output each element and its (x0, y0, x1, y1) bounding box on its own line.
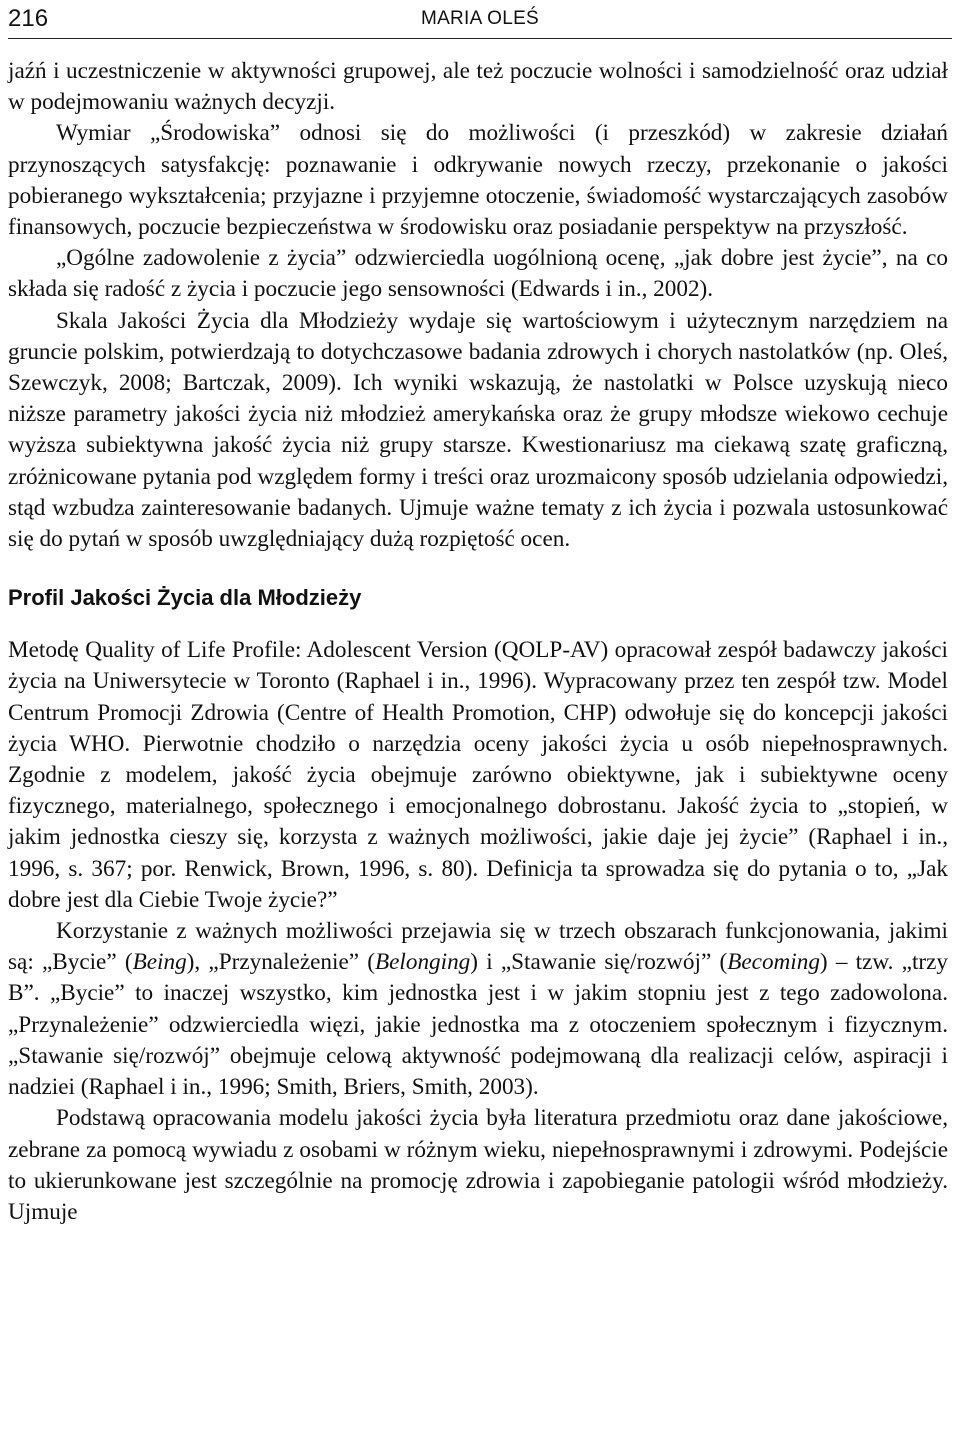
paragraph-environment: Wymiar „Środowiska” odnosi się do możliwości (i przeszkód) w zakresie działań przynoszących satysfakcję: poznawanie i odkrywanie nowych rzeczy, przekonanie o jakości pobieranego wykształcenia; przyjazne i przyjemne otoczenie, świadomość wystarczających zasobów finansowych, poczucie bezpieczeństwa w środowisku oraz posiadanie perspektyw na przyszłość. (8, 120, 948, 241)
paragraph-three-b (8, 916, 948, 1103)
paragraph-1: jaźń i uczestniczenie w aktywności grupowej, ale też poczucie wolności i samodzielność oraz udział w podejmowaniu ważnych decyzji. (8, 58, 948, 116)
paragraph-life-satisfaction: „Ogólne zadowolenie z życia” odzwierciedla uogólnioną ocenę, „jak dobre jest życie”, na co składa się radość z życia i poczucie jego sensowności (Edwards i in., 2002). (8, 245, 948, 303)
term-belonging: Belonging (374, 949, 471, 976)
text-segment: ) i „Stawanie się/rozwój” ( (470, 949, 728, 976)
text-segment: Korzystanie z ważnych możliwości przejawia się w trzech obszarach funkcjonowania, jakimi są: „Bycie” ( (8, 918, 948, 976)
text-segment: ) – tzw. „trzy B”. „Bycie” to inaczej wszystko, kim jednostka jest i w jakim stopniu jest z tego zadowolona. „Przynależenie” odzwierciedla więzi, jakie jednostka ma z otoczeniem społecznym i fizycznym. „Stawanie się/rozwój” obejmuje celową aktywność podejmowaną dla realizacji celów, aspiracji i nadziei (Raphael i in., 1996; Smith, Briers, Smith, 2003). (8, 949, 948, 1101)
page-header (8, 0, 952, 39)
page-number: 216 (8, 5, 49, 32)
running-head-author: MARIA OLEŚ (420, 8, 540, 29)
text-segment: ), „Przynależenie” ( (186, 949, 375, 976)
section-heading: Profil Jakości Życia dla Młodzieży (8, 585, 362, 611)
paragraph-model-basis: Podstawą opracowania modelu jakości życia była literatura przedmiotu oraz dane jakościowe, zebrane za pomocą wywiadu z osobami w różnym wieku, niepełnosprawnymi i zdrowymi. Podejście to ukierunkowane jest szczególnie na promocję zdrowia i zapobieganie patologii wśród młodzieży. Ujmuje (8, 1105, 948, 1225)
page-body (8, 56, 948, 1228)
paragraph-scale-evaluation: Skala Jakości Życia dla Młodzieży wydaje się wartościowym i użytecznym narzędziem na gruncie polskim, potwierdzają to dotychczasowe badania zdrowych i chorych nastolatków (np. Oleś, Szewczyk, 2008; Bartczak, 2009). Ich wyniki wskazują, że nastolatki w Polsce uzyskują nieco niższe parametry jakości życia niż młodzież amerykańska oraz że grupy młodsze wiekowo cechuje wyższa subiektywna jakość życia niż grupy starsze. Kwestionariusz ma ciekawą szatę graficzną, zróżnicowane pytania pod względem formy i treści oraz urozmaicony sposób udzielania odpowiedzi, stąd wzbudza zainteresowanie badanych. Ujmuje ważne tematy z ich życia i pozwala ustosunkować się do pytań w sposób uwzględniający dużą rozpiętość ocen. (8, 307, 948, 553)
term-being: Being (132, 949, 187, 976)
paragraph-method: Metodę Quality of Life Profile: Adolescent Version (QOLP-AV) opracował zespół badawczy jakości życia na Uniwersytecie w Toronto (Raphael i in., 1996). Wypracowany przez ten zespół tzw. Model Centrum Promocji Zdrowia (Centre of Health Promotion, CHP) odwołuje się do koncepcji jakości życia WHO. Pierwotnie chodziło o narzędzia oceny jakości życia u osób niepełnosprawnych. Zgodnie z modelem, jakość życia obejmuje zarówno obiektywne, jak i subiektywne oceny fizycznego, materialnego, społecznego i emocjonalnego dobrostanu. Jakość życia to „stopień, w jakim jednostka cieszy się, korzysta z ważnych możliwości, jakie daje jej życie” (Raphael i in., 1996, s. 367; por. Renwick, Brown, 1996, s. 80). Definicja ta sprowadza się do pytania o to, „Jak dobre jest dla Ciebie Twoje życie?” (8, 637, 948, 913)
term-becoming: Becoming (727, 949, 820, 976)
